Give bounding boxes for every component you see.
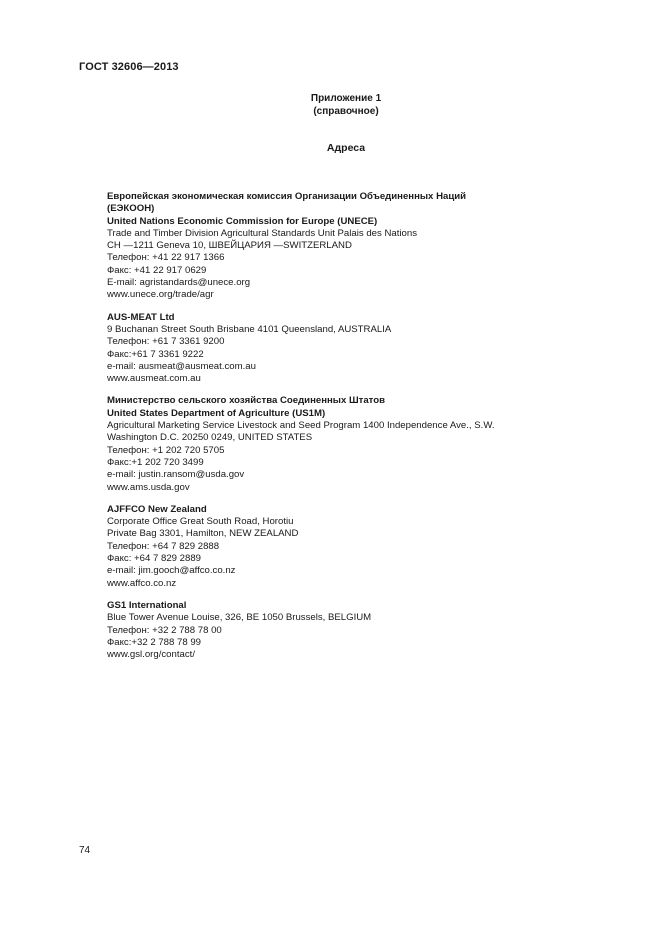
address-line: СН —1211 Geneva 10, ШВЕЙЦАРИЯ —SWITZERLAND: [107, 240, 352, 252]
address-list: [107, 191, 537, 671]
website-line: www.ams.usda.gov: [107, 481, 190, 493]
fax-line: Факс:+1 202 720 3499: [107, 456, 204, 468]
page-number: 74: [79, 845, 91, 856]
email-line: E-mail: agristandards@unece.org: [107, 277, 251, 289]
email-line: e-mail: jim.gooch@affco.co.nz: [107, 565, 236, 577]
website-line: www.ausmeat.com.au: [107, 373, 201, 385]
fax-line: Факс:+61 7 3361 9222: [107, 348, 204, 360]
phone-line: Телефон: +41 22 917 1366: [107, 252, 225, 264]
website-line: www.gsl.org/contact/: [107, 649, 195, 661]
address-line: Agricultural Marketing Service Livestock and Seed Program 1400 Independence Ave., S.W.: [107, 420, 495, 432]
phone-line: Телефон: +1 202 720 5705: [107, 444, 225, 456]
email-line: e-mail: ausmeat@ausmeat.com.au: [107, 360, 256, 372]
org-name-line: Министерство сельского хозяйства Соединенных Штатов: [107, 395, 386, 407]
org-name-line: Европейская экономическая комиссия Организации Объединенных Наций: [107, 191, 467, 202]
document-header: ГОСТ 32606—2013: [79, 61, 179, 73]
fax-line: Факс:+32 2 788 78 99: [107, 636, 202, 648]
address-entry-gs1: [107, 600, 537, 661]
email-line: e-mail: justin.ransom@usda.gov: [107, 469, 245, 481]
address-line: Blue Tower Avenue Louise, 326, BE 1050 Brussels, BELGIUM: [107, 612, 372, 624]
address-line: Private Bag 3301, Hamilton, NEW ZEALAND: [107, 528, 299, 540]
phone-line: Телефон: +32 2 788 78 00: [107, 624, 222, 636]
fax-line: Факс: +64 7 829 2889: [107, 553, 202, 565]
org-name-line: (ЕЭКООН): [107, 203, 155, 215]
phone-line: Телефон: +64 7 829 2888: [107, 540, 220, 552]
address-entry-aus-meat: [107, 312, 537, 386]
org-name-line: GS1 International: [107, 599, 187, 611]
address-entry-ajffco: [107, 504, 537, 590]
fax-line: Факс: +41 22 917 0629: [107, 264, 207, 276]
website-line: www.affco.co.nz: [107, 577, 177, 589]
address-line: Trade and Timber Division Agricultural Standards Unit Palais des Nations: [107, 227, 417, 239]
address-line: Washington D.C. 20250 0249, UNITED STATES: [107, 432, 313, 444]
website-line: www.unece.org/trade/agr: [107, 289, 214, 301]
org-name-line: AUS-MEAT Ltd: [107, 311, 175, 323]
appendix-subtitle: (справочное): [313, 106, 379, 117]
phone-line: Телефон: +61 7 3361 9200: [107, 336, 225, 348]
org-name-line: AJFFCO New Zealand: [107, 503, 207, 515]
appendix-heading: [246, 92, 446, 118]
address-line: Corporate Office Great South Road, Horotiu: [107, 516, 294, 528]
address-line: 9 Buchanan Street South Brisbane 4101 Queensland, AUSTRALIA: [107, 323, 392, 335]
org-name-line: United States Department of Agriculture (US1M): [107, 407, 326, 419]
address-entry-unece: [107, 191, 537, 302]
address-entry-usda: [107, 395, 537, 493]
section-title: Адреса: [326, 142, 366, 154]
org-name-line: United Nations Economic Commission for Europe (UNECE): [107, 215, 378, 227]
appendix-title: Приложение 1: [310, 93, 382, 104]
